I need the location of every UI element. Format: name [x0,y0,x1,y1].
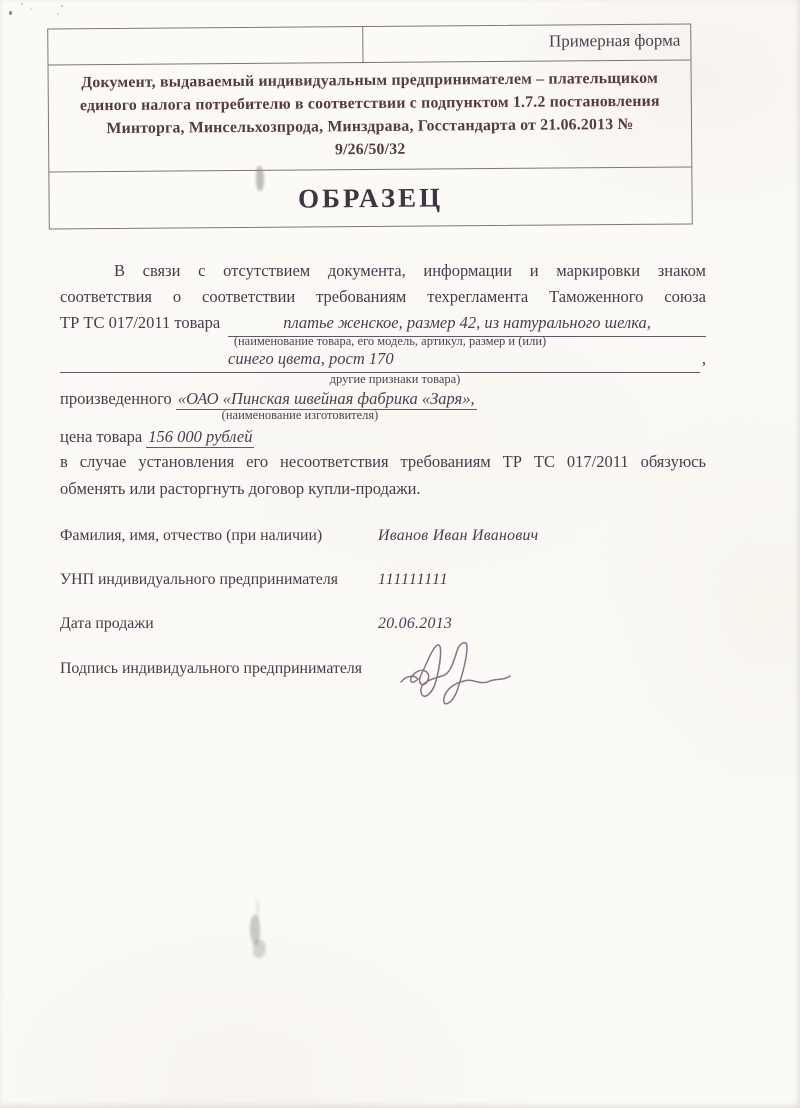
scan-speck [30,8,32,10]
intro-paragraph [60,258,706,337]
product-value-2: синего цвета, рост 170 [228,349,394,368]
document-title-line: Минторга, Минсельхозпрода, Минздрава, Госстандарта от 21.06.2013 № [106,115,634,138]
product-line-2 [60,346,706,373]
field-row-sale-date [60,615,706,633]
line-suffix: , [701,349,706,368]
document-title [49,60,692,172]
product-line [60,310,706,337]
scan-smudge [253,940,266,958]
scan-speck [61,5,63,7]
form-header-table [47,23,693,229]
scan-speck [21,3,23,5]
intro-line: соответствия о соответствии требованиям техрегламента Таможенного союза [60,287,706,306]
document-title-line: единого налога потребителю в соответствии с подпунктом 1.7.2 постановления [79,92,660,115]
product-caption-1: (наименование товара, его модель, артикул, размер и (или) [233,334,547,348]
document-title-line: Документ, выдаваемый индивидуальным предпринимателем – плательщиком [81,69,659,92]
scan-speck [57,13,59,15]
field-value: 111111111 [378,571,449,588]
field-row-name [60,527,706,545]
product-line-prefix: ТР ТС 017/2011 товара [60,313,221,332]
product-value: платье женское, размер 42, из натурального шелка, [283,313,651,332]
intro-line: В связи с отсутствием документа, информации и маркировки знаком [114,261,706,280]
field-value: 20.06.2013 [378,615,453,632]
price-line [60,424,706,450]
document-title-line: 9/26/50/32 [334,140,406,159]
product-fill-in-line [228,310,706,337]
field-label: Дата продажи [60,615,154,632]
product-caption-2: другие признаки товара) [329,372,461,386]
empty-cell [48,27,363,64]
obligation-line: в случае установления его несоответствия требованиям ТР ТС 017/2011 обязуюсь [60,452,706,471]
scan-speck [9,11,12,15]
field-row-unp [60,571,706,589]
price-value: 156 000 рублей [148,427,253,446]
product-fill-in-line-2 [60,346,700,373]
producer-caption: (наименование изготовителя) [221,408,379,422]
scan-smudge [256,898,259,918]
sample-stamp: ОБРАЗЕЦ [297,181,444,214]
producer-value: «ОАО «Пинская швейная фабрика «Заря», [177,389,475,408]
form-note-row [48,24,690,65]
obligation-line: обменять или расторгнуть договор купли-продажи. [60,479,421,498]
obligation-paragraph [60,448,706,502]
field-label: Подпись индивидуального предпринимателя [60,660,362,677]
handwritten-signature [398,634,516,726]
field-label: УНП индивидуального предпринимателя [60,571,338,588]
form-note: Примерная форма [548,30,681,51]
field-label: Фамилия, имя, отчество (при наличии) [60,527,323,544]
producer-prefix: произведенного [60,389,172,408]
scan-smudge [256,166,264,191]
price-prefix: цена товара [60,427,143,446]
field-value: Иванов Иван Иванович [378,527,539,544]
field-row-signature [60,660,706,678]
